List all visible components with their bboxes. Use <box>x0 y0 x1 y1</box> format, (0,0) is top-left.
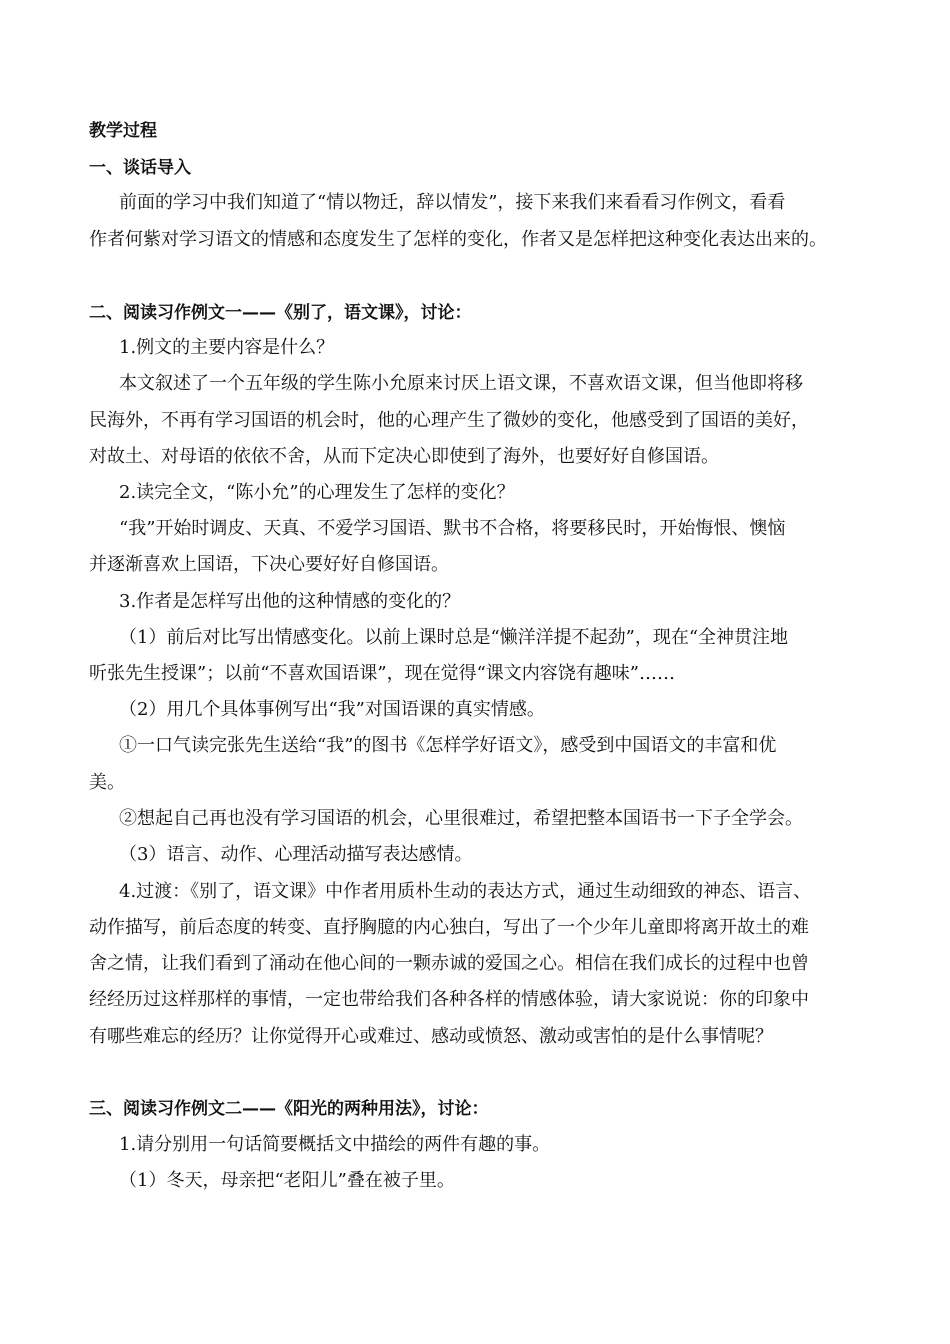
paragraph-line: “我”开始时调皮、天真、不爱学习国语、默书不合格，将要移民时，开始悔恨、懊恼 <box>119 518 786 539</box>
question-2: 2.读完全文，“陈小允”的心理发生了怎样的变化？ <box>119 482 515 503</box>
paragraph-line: 听张先生授课”；以前“不喜欢国语课”，现在觉得“课文内容饶有趣味”…… <box>89 663 676 684</box>
section-heading-3: 三、阅读习作例文二——《阳光的两种用法》，讨论： <box>89 1099 489 1119</box>
paragraph-line: 舍之情，让我们看到了涌动在他心间的一颗赤诚的爱国之心。相信在我们成长的过程中也曾 <box>89 953 809 974</box>
paragraph-line: 民海外，不再有学习国语的机会时，他的心理产生了微妙的变化，他感受到了国语的美好， <box>89 410 809 431</box>
paragraph-line: 有哪些难忘的经历？让你觉得开心或难过、感动或愤怒、激动或害怕的是什么事情呢？ <box>89 1026 773 1047</box>
paragraph-line: ①一口气读完张先生送给“我”的图书《怎样学好语文》，感受到中国语文的丰富和优 <box>119 735 777 756</box>
paragraph-line: 美。 <box>89 772 125 793</box>
paragraph-line: 并逐渐喜欢上国语，下决心要好好自修国语。 <box>89 554 449 575</box>
paragraph-line: 对故土、对母语的依依不舍，从而下定决心即使到了海外，也要好好自修国语。 <box>89 446 719 467</box>
paragraph-line: （1）前后对比写出情感变化。以前上课时总是“懒洋洋提不起劲”，现在“全神贯注地 <box>119 627 789 648</box>
section-heading-2: 二、阅读习作例文一——《别了，语文课》，讨论： <box>89 303 472 323</box>
paragraph-line: ②想起自己再也没有学习国语的机会，心里很难过，希望把整本国语书一下子全学会。 <box>119 808 803 829</box>
paragraph-line: （2）用几个具体事例写出“我”对国语课的真实情感。 <box>119 699 545 720</box>
paragraph-line: （1）冬天，母亲把“老阳儿”叠在被子里。 <box>119 1170 455 1191</box>
paragraph-line: 本文叙述了一个五年级的学生陈小允原来讨厌上语文课，不喜欢语文课，但当他即将移 <box>119 373 803 394</box>
question-1: 1.请分别用一句话简要概括文中描绘的两件有趣的事。 <box>119 1134 551 1155</box>
paragraph-line: 作者何紫对学习语文的情感和态度发生了怎样的变化，作者又是怎样把这种变化表达出来的。 <box>89 229 827 250</box>
paragraph-line: 经经历过这样那样的事情，一定也带给我们各种各样的情感体验，请大家说说：你的印象中 <box>89 989 809 1010</box>
paragraph-line: 前面的学习中我们知道了“情以物迁，辞以情发”，接下来我们来看看习作例文，看看 <box>119 192 786 213</box>
section-heading-1: 一、谈话导入 <box>89 158 191 178</box>
question-1: 1.例文的主要内容是什么？ <box>119 337 335 358</box>
paragraph-line: （3）语言、动作、心理活动描写表达感情。 <box>119 844 473 865</box>
document-title: 教学过程 <box>89 121 157 141</box>
question-3: 3.作者是怎样写出他的这种情感的变化的？ <box>119 591 461 612</box>
question-4: 4.过渡：《别了，语文课》中作者用质朴生动的表达方式，通过生动细致的神态、语言、 <box>119 881 812 902</box>
paragraph-line: 动作描写，前后态度的转变、直抒胸臆的内心独白，写出了一个少年儿童即将离开故土的难 <box>89 917 809 938</box>
